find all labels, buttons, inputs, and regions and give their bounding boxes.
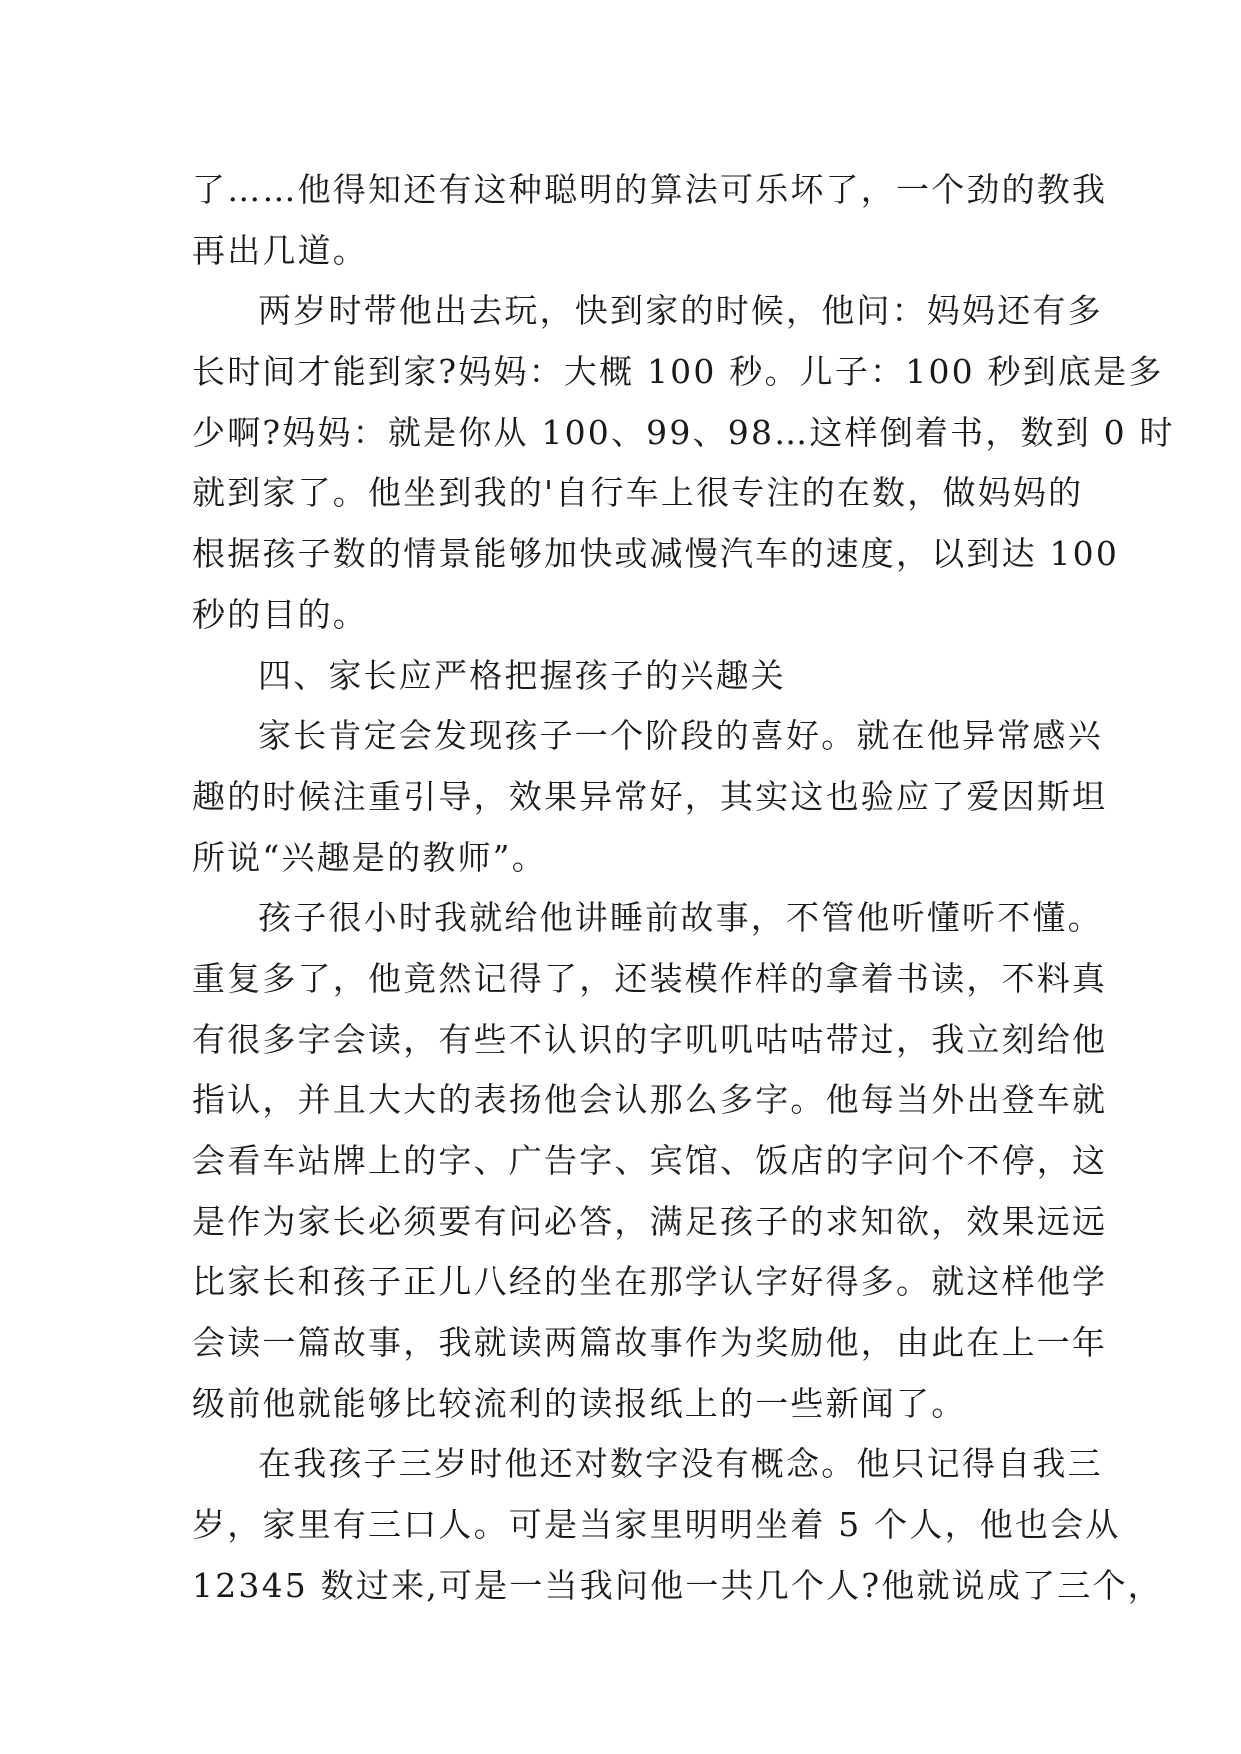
- text-line: 有很多字会读，有些不认识的字叽叽咕咕带过，我立刻给他: [192, 1019, 1108, 1059]
- text-line: 级前他就能够比较流利的读报纸上的一些新闻了。: [192, 1383, 967, 1423]
- text-line: 少啊?妈妈：就是你从 100、99、98…这样倒着书，数到 0 时: [192, 412, 1175, 452]
- paragraph-start-line: 孩子很小时我就给他讲睡前故事，不管他听懂听不懂。: [258, 898, 1103, 938]
- text-line: 秒的目的。: [192, 594, 368, 634]
- text-line: 了……他得知还有这种聪明的算法可乐坏了，一个劲的教我: [192, 170, 1108, 209]
- text-line: 12345 数过来,可是一当我问他一共几个人?他就说成了三个，: [192, 1565, 1163, 1605]
- text-line: 趣的时候注重引导，效果异常好，其实这也验应了爱因斯坦: [192, 776, 1108, 816]
- text-line: 岁，家里有三口人。可是当家里明明坐着 5 个人，他也会从: [192, 1505, 1121, 1545]
- text-line: 所说“兴趣是的教师”。: [192, 837, 547, 877]
- paragraph-start-line: 家长肯定会发现孩子一个阶段的喜好。就在他异常感兴: [258, 716, 1103, 756]
- text-line: 再出几道。: [192, 230, 368, 270]
- section-heading: 四、家长应严格把握孩子的兴趣关: [258, 655, 786, 695]
- text-line: 比家长和孩子正儿八经的坐在那学认字好得多。就这样他学: [192, 1262, 1108, 1302]
- text-line: 就到家了。他坐到我的'自行车上很专注的在数，做妈妈的: [192, 473, 1084, 513]
- text-line: 长时间才能到家?妈妈：大概 100 秒。儿子：100 秒到底是多: [192, 352, 1164, 392]
- text-line: 重复多了，他竟然记得了，还装模作样的拿着书读，不料真: [192, 958, 1108, 998]
- text-line: 指认，并且大大的表扬他会认那么多字。他每当外出登车就: [192, 1080, 1108, 1120]
- text-line: 根据孩子数的情景能够加快或减慢汽车的速度，以到达 100: [192, 534, 1120, 574]
- paragraph-start-line: 在我孩子三岁时他还对数字没有概念。他只记得自我三: [258, 1444, 1103, 1484]
- text-line: 会看车站牌上的字、广告字、宾馆、饭店的字问个不停，这: [192, 1141, 1108, 1180]
- body-text: [192, 160, 1175, 1617]
- text-line: 是作为家长必须要有问必答，满足孩子的求知欲，效果远远: [192, 1201, 1108, 1241]
- text-line: 会读一篇故事，我就读两篇故事作为奖励他，由此在上一年: [192, 1323, 1108, 1363]
- paragraph-start-line: 两岁时带他出去玩，快到家的时候，他问：妈妈还有多: [258, 291, 1103, 331]
